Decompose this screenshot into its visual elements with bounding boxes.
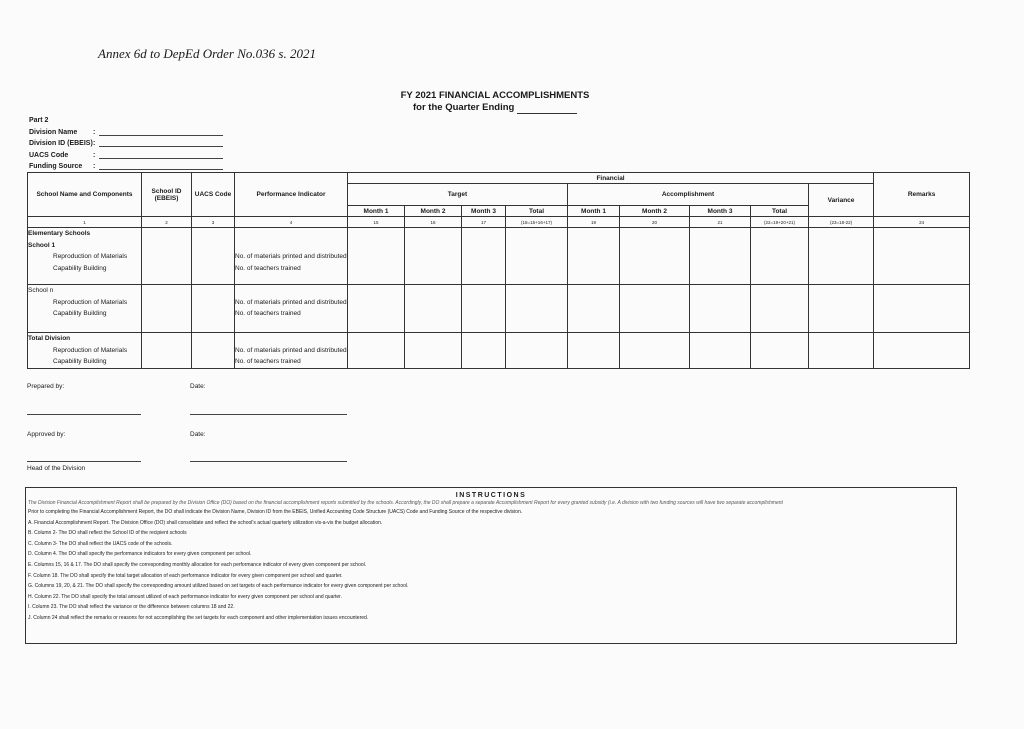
division-id-field[interactable] [99,138,223,147]
accomp-month-3: Month 3 [690,206,751,217]
instruction-line: I. Column 23. The DO shall reflect the variance or the difference between columns 18 and 22. [28,604,235,611]
value-cell[interactable] [874,333,970,369]
target-month-3: Month 3 [462,206,506,217]
instruction-line: H. Column 22. The DO shall specify the total amount utilized of each performance indicator for every given component per school and quarter. [28,593,342,600]
value-cell[interactable] [506,333,568,369]
value-cell[interactable] [568,228,620,285]
indicator-text: No. of materials printed and distributed [235,346,347,354]
value-cell[interactable] [348,333,405,369]
quarter-fill-line[interactable] [517,104,577,114]
header-school: School Name and Components [28,173,142,217]
header-performance: Performance Indicator [235,173,348,217]
instruction-line: G. Columns 19, 20, & 21. The DO shall specify the corresponding amount utilized based on set targets of each performance indicator for every given component per school. [28,583,409,590]
header-financial: Financial [348,173,874,184]
colnum: 20 [620,217,690,228]
section-heading: Elementary Schools [28,230,91,237]
value-cell[interactable] [751,285,809,333]
school-cell [28,285,142,333]
financial-table [27,172,970,369]
colnum: 21 [690,217,751,228]
uacs-cell[interactable] [192,228,235,285]
accomp-month-2: Month 2 [620,206,690,217]
indicator-text: No. of teachers trained [235,264,301,272]
prepared-by-signature-line[interactable] [27,414,141,415]
indicator-text: No. of materials printed and distributed [235,253,347,260]
value-cell[interactable] [506,285,568,333]
colnum: (18=15+16+17) [506,217,568,228]
school-cell [28,228,142,285]
instructions-box [25,487,957,644]
accomp-total: Total [751,206,809,217]
approved-by-label: Approved by: [27,431,66,438]
indicator-cell [235,228,348,285]
indicator-text: No. of teachers trained [235,358,301,365]
value-cell[interactable] [690,285,751,333]
value-cell[interactable] [462,333,506,369]
component-name: Capability Building [53,310,107,317]
instruction-line: J. Column 24 shall reflect the remarks or reasons for not accomplishing the set targets for each component and other implementation issues encountered. [28,614,369,621]
school-id-cell[interactable] [142,285,192,333]
colnum: 24 [874,217,970,228]
funding-source-row[interactable]: Funding Source : [29,161,223,173]
instructions-title: INSTRUCTIONS [455,492,527,499]
approved-date-line[interactable] [190,461,347,462]
indicator-cell [235,285,348,333]
school-id-cell[interactable] [142,333,192,369]
column-number-row [28,217,970,228]
uacs-code-field[interactable] [99,150,223,159]
value-cell[interactable] [751,333,809,369]
title-sub: for the Quarter Ending [413,102,515,113]
school-name: School n [28,287,54,294]
header-target: Target [348,184,568,206]
instruction-line: F. Column 18. The DO shall specify the total target allocation of each performance indicator for every given component per school and quarter. [28,572,343,579]
colnum: 3 [192,217,235,228]
colnum: 1 [28,217,142,228]
colnum: 19 [568,217,620,228]
division-name-row[interactable]: Division Name : [29,127,223,139]
table-row [28,285,970,333]
form-title [380,90,610,114]
target-month-2: Month 2 [405,206,462,217]
header-school-id: School ID (EBEIS) [142,173,192,217]
value-cell[interactable] [462,228,506,285]
field-label: Division ID (EBEIS) [29,140,93,147]
value-cell[interactable] [462,285,506,333]
instruction-line: A. Financial Accomplishment Report. The Division Office (DO) shall consolidate and reflect the school's actual quarterly utilization vis-a-vis the budget allocation. [28,519,383,526]
funding-source-field[interactable] [99,161,223,170]
colnum: 16 [405,217,462,228]
colnum: 2 [142,217,192,228]
division-name-field[interactable] [99,127,223,136]
value-cell[interactable] [405,228,462,285]
annex-label: Annex 6d to DepEd Order No.036 s. 2021 [98,46,316,61]
value-cell[interactable] [620,285,690,333]
header-remarks: Remarks [874,173,970,217]
date-label: Date: [190,431,206,438]
value-cell[interactable] [809,285,874,333]
uacs-cell[interactable] [192,333,235,369]
target-month-1: Month 1 [348,206,405,217]
component-name: Reproduction of Materials [53,298,128,306]
value-cell[interactable] [874,285,970,333]
value-cell[interactable] [568,333,620,369]
indicator-text: No. of teachers trained [235,310,301,317]
component-name: Capability Building [53,264,107,272]
indicator-text: No. of materials printed and distributed [235,298,347,306]
value-cell[interactable] [568,285,620,333]
component-name: Reproduction of Materials [53,346,128,354]
part-label: Part 2 [29,117,49,124]
value-cell[interactable] [809,333,874,369]
header-accomplishment: Accomplishment [568,184,809,206]
instruction-line: B. Column 2- The DO shall reflect the School ID of the recipient schools [28,530,187,537]
school-cell [28,333,142,369]
indicator-cell [235,333,348,369]
field-label: Division Name [29,128,78,136]
colnum: 17 [462,217,506,228]
table-row [28,333,970,369]
value-cell[interactable] [690,333,751,369]
value-cell[interactable] [809,228,874,285]
date-label: Date: [190,383,206,390]
component-name: Reproduction of Materials [53,253,128,260]
field-label: UACS Code [29,151,69,159]
table-row [28,228,970,285]
prepared-date-line[interactable] [190,414,347,415]
value-cell[interactable] [506,228,568,285]
value-cell[interactable] [620,228,690,285]
school-name: School 1 [28,241,56,249]
value-cell[interactable] [405,333,462,369]
instruction-line: D. Column 4. The DO shall specify the performance indicators for every given component per school. [28,551,252,558]
instruction-line: C. Column 3- The DO shall reflect the UACS code of the schools. [28,540,173,547]
colnum: (23=18-22) [809,217,874,228]
value-cell[interactable] [874,228,970,285]
school-name: Total Division [28,335,71,342]
head-of-division-label: Head of the Division [27,465,86,472]
field-label: Funding Source [29,163,83,170]
uacs-cell[interactable] [192,285,235,333]
colnum: (22=19+20+21) [751,217,809,228]
part-2-fields [29,115,223,173]
instruction-line: Prior to completing the Financial Accomplishment Report, the DO shall indicate the Division Name, Division ID from the EBEIS, Unified Accounting Code Structure (UACS) Code and Funding Source of the respective division. [28,509,523,515]
value-cell[interactable] [348,228,405,285]
uacs-code-row[interactable]: UACS Code : [29,150,223,162]
instruction-line: E. Columns 15, 16 & 17. The DO shall specify the corresponding monthly allocation for each performance indicator of every given component per school. [28,561,367,568]
colnum: 15 [348,217,405,228]
value-cell[interactable] [690,228,751,285]
colnum: 4 [235,217,348,228]
title-main: FY 2021 FINANCIAL ACCOMPLISHMENTS [400,90,590,101]
value-cell[interactable] [348,285,405,333]
value-cell[interactable] [620,333,690,369]
school-id-cell[interactable] [142,228,192,285]
component-name: Capability Building [53,358,107,365]
value-cell[interactable] [405,285,462,333]
value-cell[interactable] [751,228,809,285]
target-total: Total [506,206,568,217]
header-variance: Variance [809,184,874,217]
division-id-row[interactable]: Division ID (EBEIS) : [29,138,223,150]
prepared-by-label: Prepared by: [27,383,65,390]
instruction-line: The Division Financial Accomplishment Report shall be prepared by the Division Office (DO) based on the financial accomplishment reports submitted by the schools. Accordingly, the DO shall prepare a separate Accomplishment Report for every granted subsidy (i.e. A division with two funding sources will have two separate accomplishment [28,500,783,506]
approved-by-signature-line[interactable] [27,461,141,462]
header-uacs: UACS Code [192,173,235,217]
accomp-month-1: Month 1 [568,206,620,217]
